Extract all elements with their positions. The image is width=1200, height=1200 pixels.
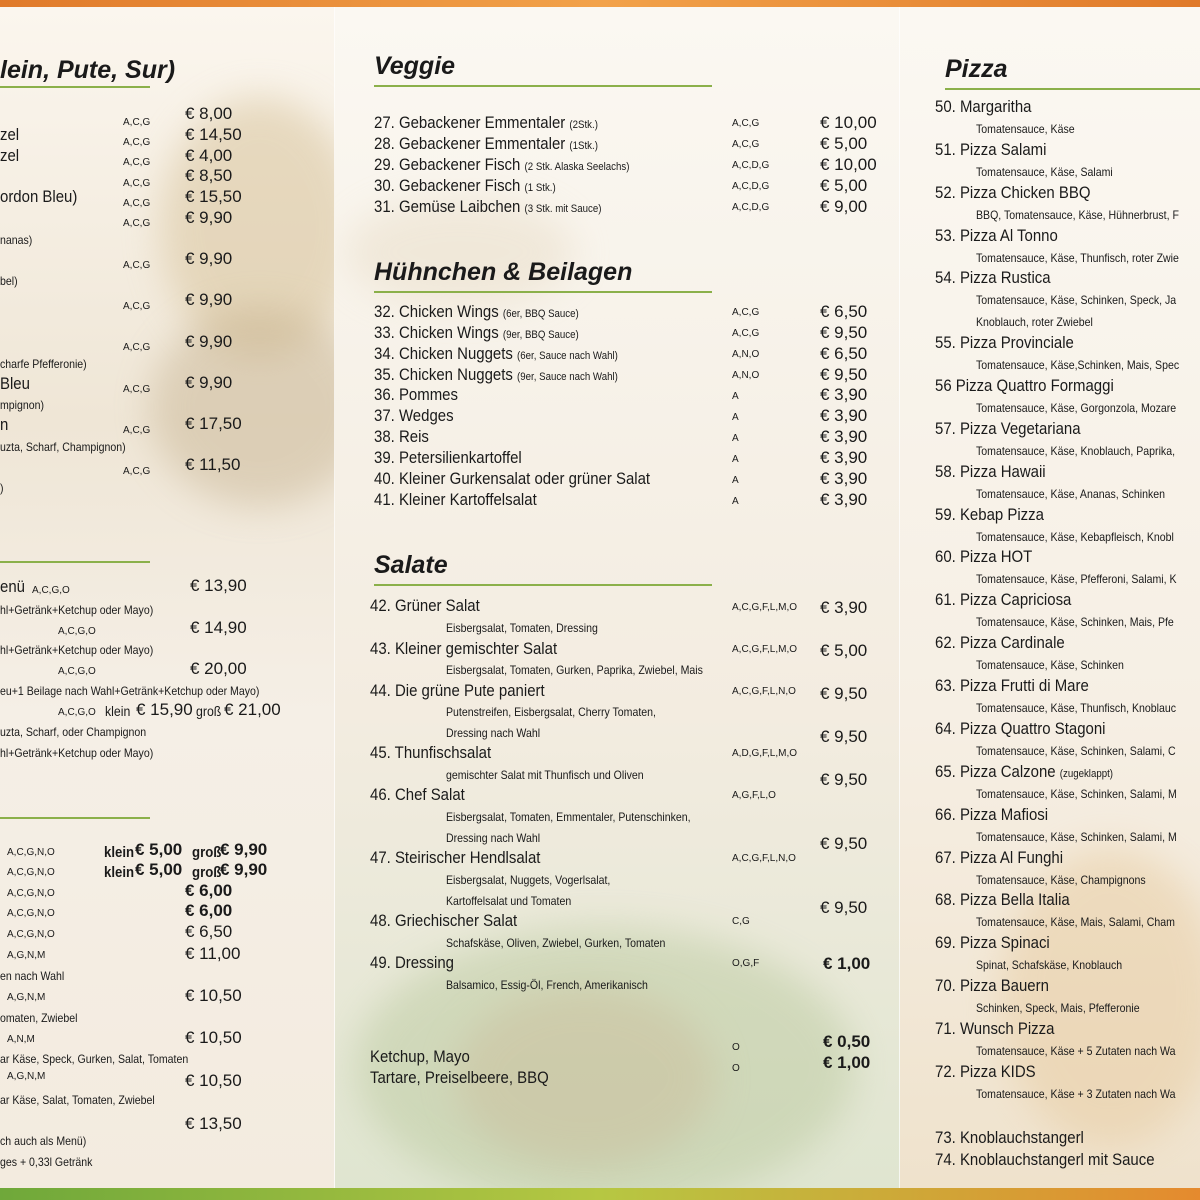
menu-item-description: Balsamico, Essig-Öl, French, Amerikanisch [446,978,648,992]
size-label-large: groß [192,844,222,861]
menu-item-price: € 6,00 [185,901,233,920]
menu-item-description: ar Käse, Salat, Tomaten, Zwiebel [0,1093,155,1107]
section-header-salate: Salate [374,551,448,579]
section-header-schnitzel: lein, Pute, Sur) [0,56,176,84]
bottom-accent-bar [0,1188,1200,1200]
menu-item-name: 52. Pizza Chicken BBQ [935,183,1091,202]
menu-item-name: enü [0,577,25,596]
allergen-codes: A [732,454,739,465]
menu-item-price: € 13,90 [190,576,247,595]
menu-item-name: 43. Kleiner gemischter Salat [370,639,558,658]
menu-item-description: hl+Getränk+Ketchup oder Mayo) [0,746,154,760]
size-label-large: groß [196,703,222,719]
menu-item-name: 35. Chicken Nuggets (9er, Sauce nach Wahl) [374,365,618,384]
menu-item-description: Tomatensauce, Käse, Champignons [976,873,1146,887]
menu-item-description: Tomatensauce, Käse, Schinken, Mais, Pfe [976,615,1174,629]
menu-item-price: € 5,00 [135,860,183,879]
menu-item-price: € 10,50 [185,1028,242,1047]
menu-item-description: eu+1 Beilage nach Wahl+Getränk+Ketchup oder Mayo) [0,684,260,698]
menu-item-name: 61. Pizza Capriciosa [935,590,1072,609]
menu-item-description: Tomatensauce, Käse, Schinken, Salami, C [976,744,1176,758]
menu-item-description: Dressing nach Wahl [446,831,541,845]
menu-item-price: € 9,50 [820,770,868,789]
menu-item-price: € 20,00 [190,659,247,678]
menu-item-name: 44. Die grüne Pute paniert [370,681,545,700]
allergen-codes: A,C,G [732,118,760,129]
menu-item-price: € 5,00 [820,176,868,195]
menu-item-price: € 5,00 [820,641,868,660]
menu-item-price: € 9,90 [220,860,268,879]
menu-item-price: € 15,90 [136,700,193,719]
menu-item-description: Tomatensauce, Käse, Schinken, Salami, M [976,787,1177,801]
menu-item-name: 40. Kleiner Gurkensalat oder grüner Salat [374,469,651,488]
menu-item-description: Kartoffelsalat und Tomaten [446,894,572,908]
allergen-codes: A,C,G,F,L,M,O [732,602,798,613]
menu-item-price: € 6,50 [820,302,868,321]
menu-item-name: 59. Kebap Pizza [935,505,1044,524]
menu-item-description: Schinken, Speck, Mais, Pfefferonie [976,1001,1140,1015]
menu-item-price: € 9,50 [820,898,868,917]
allergen-codes: A,N,M [7,1034,35,1045]
allergen-codes: A,C,G [123,198,151,209]
menu-item-name: 31. Gemüse Laibchen (3 Stk. mit Sauce) [374,197,602,216]
menu-item-description: nanas) [0,233,33,247]
size-label-small: klein [104,844,135,861]
menu-item-price: € 1,00 [823,1053,871,1072]
menu-item-name: 64. Pizza Quattro Stagoni [935,719,1106,738]
allergen-codes: A,C,G,N,O [7,888,55,899]
allergen-codes: A,C,G,O [32,585,70,596]
section-underline [0,561,150,563]
allergen-codes: C,G [732,916,750,927]
menu-item-price: € 1,00 [823,954,871,973]
menu-item-price: € 14,90 [190,618,247,637]
allergen-codes: A,C,G [123,218,151,229]
menu-item-description: hl+Getränk+Ketchup oder Mayo) [0,603,154,617]
menu-item-description: Tomatensauce, Käse + 3 Zutaten nach Wa [976,1087,1176,1101]
menu-item-name: 58. Pizza Hawaii [935,462,1046,481]
food-photo-blur [150,307,335,507]
menu-item-name: 30. Gebackener Fisch (1 Stk.) [374,176,556,195]
menu-item-description: Tomatensauce, Käse, Mais, Salami, Cham [976,915,1175,929]
menu-item-name: 71. Wunsch Pizza [935,1019,1055,1038]
menu-item-name: 57. Pizza Vegetariana [935,419,1081,438]
allergen-codes: A,C,G [123,178,151,189]
menu-item-description: bel) [0,274,18,288]
menu-item-name: 42. Grüner Salat [370,596,480,615]
menu-item-description: mpignon) [0,398,45,412]
allergen-codes: A,C,G [732,328,760,339]
menu-item-price: € 6,50 [185,922,233,941]
menu-item-description: Spinat, Schafskäse, Knoblauch [976,958,1123,972]
menu-item-price: € 10,50 [185,1071,242,1090]
allergen-codes: A,C,G [123,425,151,436]
menu-item-name: 27. Gebackener Emmentaler (2Stk.) [374,113,598,132]
allergen-codes: A,C,G,O [58,666,96,677]
menu-item-description: ) [0,481,4,495]
section-underline [374,291,712,293]
menu-item-description: Tomatensauce, Käse, Knoblauch, Paprika, [976,444,1176,458]
menu-item-description: Tomatensauce, Käse, Schinken, Speck, Ja [976,293,1177,307]
allergen-codes: A,G,F,L,O [732,790,776,801]
menu-item-name: 66. Pizza Mafiosi [935,805,1049,824]
menu-item-price: € 0,50 [823,1032,871,1051]
menu-item-description: hl+Getränk+Ketchup oder Mayo) [0,643,154,657]
allergen-codes: O [732,1042,740,1053]
menu-item-price: € 9,50 [820,834,868,853]
allergen-codes: A [732,475,739,486]
menu-item-name: 69. Pizza Spinaci [935,933,1050,952]
menu-item-name: 56 Pizza Quattro Formaggi [935,376,1114,395]
allergen-codes: A,C,G [732,139,760,150]
menu-item-name: 53. Pizza Al Tonno [935,226,1058,245]
allergen-codes: A,G,N,M [7,950,46,961]
menu-item-description: Eisbergsalat, Tomaten, Emmentaler, Putenschinken, [446,810,691,824]
menu-item-name: 45. Thunfischsalat [370,743,492,762]
allergen-codes: A,C,G,N,O [7,908,55,919]
allergen-codes: A [732,496,739,507]
allergen-codes: A,C,G [123,301,151,312]
menu-item-name: 72. Pizza KIDS [935,1062,1036,1081]
menu-item-name: 46. Chef Salat [370,785,465,804]
menu-item-description: Knoblauch, roter Zwiebel [976,315,1093,329]
menu-item-description: BBQ, Tomatensauce, Käse, Hühnerbrust, F [976,208,1179,222]
top-accent-bar [0,0,1200,7]
menu-item-name: 50. Margaritha [935,97,1032,116]
menu-item-price: € 4,00 [185,146,233,165]
sauce-item-name: Ketchup, Mayo [370,1047,470,1066]
menu-item-name: 55. Pizza Provinciale [935,333,1074,352]
allergen-codes: A,C,D,G [732,202,770,213]
menu-item-description: en nach Wahl [0,969,65,983]
section-header-veggie: Veggie [374,52,456,80]
menu-item-price: € 6,00 [185,881,233,900]
menu-item-name: 74. Knoblauchstangerl mit Sauce [935,1150,1155,1169]
allergen-codes: A,C,G [123,137,151,148]
menu-item-name: zel [0,125,20,144]
menu-item-name: 41. Kleiner Kartoffelsalat [374,490,537,509]
menu-item-name: 37. Wedges [374,406,454,425]
menu-item-name: 32. Chicken Wings (6er, BBQ Sauce) [374,302,579,321]
menu-item-description: Eisbergsalat, Tomaten, Gurken, Paprika, Zwiebel, Mais [446,663,703,677]
menu-item-description: Tomatensauce, Käse [976,122,1075,136]
allergen-codes: A,G,N,M [7,1071,46,1082]
menu-item-description: Tomatensauce, Käse, Thunfisch, roter Zwie [976,251,1179,265]
menu-item-description: Tomatensauce, Käse, Gorgonzola, Mozare [976,401,1177,415]
menu-item-price: € 3,90 [820,427,868,446]
menu-item-description: Eisbergsalat, Nuggets, Vogerlsalat, [446,873,611,887]
menu-item-description: uzta, Scharf, oder Champignon [0,725,147,739]
menu-item-name: 73. Knoblauchstangerl [935,1128,1084,1147]
allergen-codes: A,C,G,O [58,626,96,637]
menu-item-price: € 15,50 [185,187,242,206]
menu-item-description: Schafskäse, Oliven, Zwiebel, Gurken, Tomaten [446,936,666,950]
menu-item-name: 29. Gebackener Fisch (2 Stk. Alaska Seelachs) [374,155,630,174]
allergen-codes: A,C,D,G [732,160,770,171]
allergen-codes: A,C,G,N,O [7,929,55,940]
size-label-small: klein [104,864,135,881]
menu-item-name: 47. Steirischer Hendlsalat [370,848,541,867]
menu-item-description: omaten, Zwiebel [0,1011,78,1025]
allergen-codes: A,C,G,N,O [7,867,55,878]
menu-item-description: ar Käse, Speck, Gurken, Salat, Tomaten [0,1052,189,1066]
menu-item-price: € 9,90 [185,290,233,309]
menu-item-price: € 11,50 [185,455,241,474]
allergen-codes: A,G,N,M [7,992,46,1003]
menu-item-name: 67. Pizza Al Funghi [935,848,1064,867]
menu-item-name: 33. Chicken Wings (9er, BBQ Sauce) [374,323,579,342]
size-label-small: klein [105,703,131,719]
menu-item-name: ordon Bleu) [0,187,78,206]
menu-item-price: € 9,50 [820,727,868,746]
menu-item-name: 68. Pizza Bella Italia [935,890,1070,909]
menu-item-price: € 10,00 [820,155,877,174]
allergen-codes: A [732,391,739,402]
menu-item-price: € 11,00 [185,944,241,963]
menu-item-name: 28. Gebackener Emmentaler (1Stk.) [374,134,598,153]
menu-item-name: 36. Pommes [374,385,458,404]
section-underline [945,88,1200,90]
size-label-large: groß [192,864,222,881]
menu-item-price: € 10,00 [820,113,877,132]
allergen-codes: A,C,G [123,157,151,168]
allergen-codes: A,C,G [732,307,760,318]
menu-item-price: € 9,50 [820,684,868,703]
menu-item-description: ges + 0,33l Getränk [0,1155,93,1169]
menu-item-name: 54. Pizza Rustica [935,268,1051,287]
menu-item-name: 63. Pizza Frutti di Mare [935,676,1089,695]
allergen-codes: A,C,G,F,L,M,O [732,644,798,655]
allergen-codes: A,C,G [123,260,151,271]
allergen-codes: A,C,G,F,L,N,O [732,853,796,864]
menu-item-name: 49. Dressing [370,953,454,972]
menu-item-description: charfe Pfefferonie) [0,357,87,371]
allergen-codes: A [732,412,739,423]
menu-item-description: Tomatensauce, Käse, Thunfisch, Knoblauc [976,701,1176,715]
allergen-codes: A,C,G,F,L,N,O [732,686,796,697]
menu-item-price: € 8,50 [185,166,233,185]
menu-item-price: € 9,50 [820,323,868,342]
section-underline [0,817,150,819]
menu-item-name: 34. Chicken Nuggets (6er, Sauce nach Wahl) [374,344,618,363]
menu-item-description: Tomatensauce, Käse, Salami [976,165,1113,179]
menu-item-name: 51. Pizza Salami [935,140,1047,159]
allergen-codes: A,D,G,F,L,M,O [732,748,798,759]
menu-item-price: € 3,90 [820,448,868,467]
menu-item-description: gemischter Salat mit Thunfisch und Oliven [446,768,644,782]
allergen-codes: O,G,F [732,958,760,969]
menu-item-description: Tomatensauce, Käse, Kebapfleisch, Knobl [976,530,1174,544]
menu-item-price: € 9,90 [185,332,233,351]
menu-item-price: € 13,50 [185,1114,242,1133]
menu-item-description: Tomatensauce, Käse, Pfefferoni, Salami, K [976,572,1177,586]
allergen-codes: A,C,G [123,384,151,395]
section-underline [374,584,712,586]
allergen-codes: A,C,G [123,342,151,353]
menu-item-name: 70. Pizza Bauern [935,976,1049,995]
allergen-codes: O [732,1063,740,1074]
menu-item-price: € 3,90 [820,469,868,488]
menu-item-name: 39. Petersilienkartoffel [374,448,522,467]
menu-item-name: n [0,415,9,434]
menu-item-price: € 9,90 [185,208,233,227]
allergen-codes: A,N,O [732,370,760,381]
menu-item-name: 60. Pizza HOT [935,547,1033,566]
menu-item-price: € 9,90 [185,249,233,268]
menu-item-name: Bleu [0,374,30,393]
allergen-codes: A,C,G [123,466,151,477]
menu-item-description: ch auch als Menü) [0,1134,87,1148]
menu-item-description: Putenstreifen, Eisbergsalat, Cherry Tomaten, [446,705,656,719]
menu-item-price: € 10,50 [185,986,242,1005]
menu-item-description: Tomatensauce, Käse,Schinken, Mais, Spec [976,358,1180,372]
menu-item-price: € 6,50 [820,344,868,363]
sauce-item-name: Tartare, Preiselbeere, BBQ [370,1068,549,1087]
allergen-codes: A [732,433,739,444]
menu-item-price: € 8,00 [185,104,233,123]
allergen-codes: A,C,G [123,117,151,128]
menu-item-name: 38. Reis [374,427,429,446]
menu-item-price: € 3,90 [820,490,868,509]
menu-item-name: 62. Pizza Cardinale [935,633,1065,652]
section-header-huehnchen: Hühnchen & Beilagen [374,258,633,286]
allergen-codes: A,C,D,G [732,181,770,192]
menu-item-description: Eisbergsalat, Tomaten, Dressing [446,621,598,635]
menu-item-name: 65. Pizza Calzone (zugeklappt) [935,762,1114,781]
menu-item-description: Dressing nach Wahl [446,726,541,740]
menu-item-price: € 9,50 [820,365,868,384]
menu-item-price: € 21,00 [224,700,281,719]
menu-item-name: zel [0,146,20,165]
menu-item-price: € 9,00 [820,197,868,216]
allergen-codes: A,N,O [732,349,760,360]
menu-item-price: € 9,90 [185,373,233,392]
menu-item-description: Tomatensauce, Käse, Schinken, Salami, M [976,830,1177,844]
menu-item-description: Tomatensauce, Käse + 5 Zutaten nach Wa [976,1044,1176,1058]
section-header-pizza: Pizza [945,55,1008,83]
menu-item-price: € 9,90 [220,840,268,859]
allergen-codes: A,C,G,N,O [7,847,55,858]
menu-item-price: € 3,90 [820,598,868,617]
section-underline [0,86,150,88]
menu-item-price: € 17,50 [185,414,242,433]
menu-item-price: € 5,00 [135,840,183,859]
section-underline [374,85,712,87]
menu-item-price: € 14,50 [185,125,242,144]
menu-item-description: uzta, Scharf, Champignon) [0,440,126,454]
menu-item-price: € 5,00 [820,134,868,153]
menu-item-description: Tomatensauce, Käse, Schinken [976,658,1124,672]
menu-item-description: Tomatensauce, Käse, Ananas, Schinken [976,487,1166,501]
menu-item-name: 48. Griechischer Salat [370,911,518,930]
menu-item-price: € 3,90 [820,406,868,425]
menu-item-price: € 3,90 [820,385,868,404]
allergen-codes: A,C,G,O [58,707,96,718]
